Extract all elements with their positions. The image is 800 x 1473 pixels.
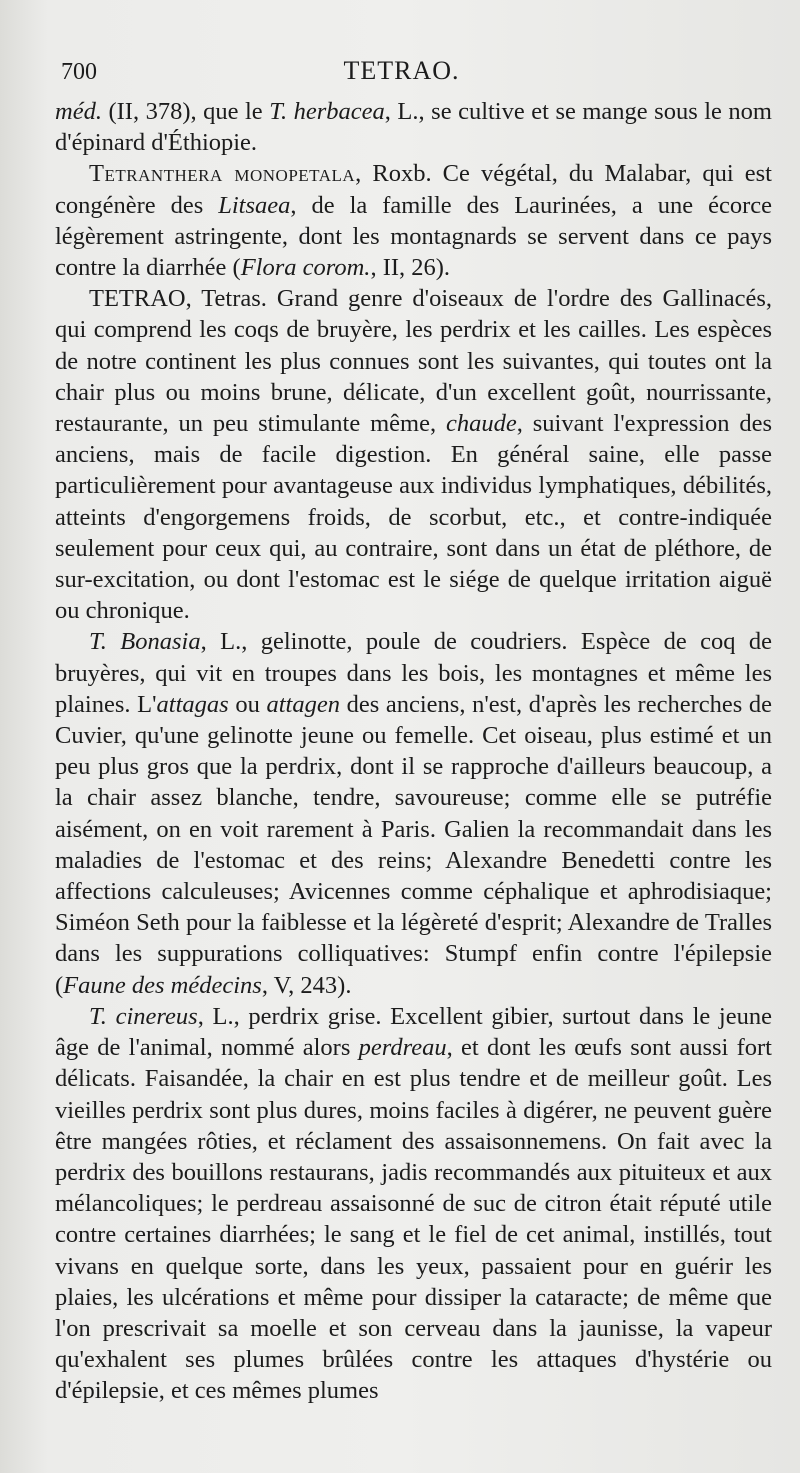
page-number: 700 bbox=[61, 59, 97, 85]
paragraph-p3 bbox=[55, 626, 772, 1000]
page-header bbox=[61, 56, 772, 96]
text-run: des anciens, n'est, d'après les recherches de Cuvier, qu'une gelinotte jeune ou femelle. Cet oiseau, plus estimé et un peu plus gros que la perdrix, dont il se rapproche d'ailleurs beaucoup, a la chair assez blanche, tendre, savoureuse; comme elle se putréfie aisément, on en voit rarement à Paris. Galien la recommandait dans les maladies de l'estomac et des reins; Alexandre Benedetti contre les affections calculeuses; Avicennes comme céphalique et aphrodisiaque; Siméon Seth pour la faiblesse et la légèreté d'esprit; Alexandre de Tralles dans les suppurations colliquatives: Stumpf enfin contre l'épilepsie ( bbox=[55, 690, 773, 999]
text-run: T. cinereus bbox=[89, 1002, 198, 1030]
paragraph-p1 bbox=[55, 158, 772, 283]
text-run: , suivant l'expression des anciens, mais de facile digestion. En général saine, elle passe particulièrement pour avantageuse aux individus lymphatiques, débilités, atteints d'engorgemens froids, de scorbut, etc., et contre-indiquée seulement pour ceux qui, au contraire, sont dans un état de pléthore, de sur-excitation, ou dont l'estomac est le siége de quelque irritation aiguë ou chronique. bbox=[55, 410, 772, 625]
text-run: TETRAO, Tetras. Grand genre d'oiseaux de l'ordre des Gallinacés, qui comprend les coqs de bruyère, les perdrix et les cailles. Les espèces de notre continent les plus connues sont les suivantes, qui toutes ont la chair plus ou moins brune, délicate, d'un excellent goût, nourrissante, restaurante, un peu stimulante même, bbox=[55, 285, 772, 438]
text-run: Flora corom. bbox=[240, 254, 371, 282]
text-run: , II, 26). bbox=[370, 254, 451, 282]
text-run: méd. bbox=[55, 98, 102, 125]
text-run: , de la famille des Laurinées, a une écorce légèrement astringente, dont les montagnards se servent dans ce pays contre la diarrhée ( bbox=[55, 191, 772, 282]
text-run: , L., gelinotte, poule de coudriers. Espèce de coq de bruyères, qui vit en troupes dans les bois, les montagnes et même les plaines. L' bbox=[55, 628, 772, 718]
text-run: , Roxb. Ce végétal, du Malabar, qui est congénère des bbox=[55, 160, 772, 219]
paragraph-p4 bbox=[55, 1001, 772, 1407]
text-run: , L., se cultive et se mange sous le nom d'épinard d'Éthiopie. bbox=[55, 98, 772, 157]
text-run: ou bbox=[228, 690, 267, 718]
paragraph-p2 bbox=[55, 283, 772, 626]
text-run: , et dont les œufs sont aussi fort délicats. Faisandée, la chair en est plus tendre et de meilleur goût. Les vieilles perdrix sont plus dures, moins faciles à digérer, ne peuvent guère être mangées rôties, et réclament des assaisonnemens. On fait avec la perdrix des bouillons restaurans, jadis recommandés aux pituiteux et aux mélancoliques; le perdreau assaisonné de suc de citron était réputé utile contre certaines diarrhées; le sang et le fiel de cet animal, instillés, tout vivans en quelque sorte, dans les yeux, passaient pour en guérir les plaies, les ulcérations et même pour dissiper la cataracte; de même que l'on prescrivait sa moelle et son cerveau dans la jaunisse, la vapeur qu'exhalent ses plumes brûlées contre les attaques d'hystérie ou d'épilepsie, et ces mêmes plumes bbox=[55, 1034, 772, 1405]
text-run: perdreau bbox=[358, 1034, 447, 1062]
text-run: Tetranthera monopetala bbox=[89, 160, 356, 188]
text-run: , V, 243). bbox=[261, 971, 352, 999]
text-run: Faune des médecins bbox=[63, 971, 262, 999]
text-run: Litsaea bbox=[218, 191, 291, 219]
text-run: attagas bbox=[156, 690, 229, 718]
text-run: , L., perdrix grise. Excellent gibier, surtout dans le jeune âge de l'animal, nommé alors bbox=[55, 1002, 772, 1062]
text-run: T. Bonasia bbox=[89, 628, 201, 656]
running-title: TETRAO. bbox=[343, 56, 460, 85]
page-body bbox=[55, 96, 772, 1407]
text-run: chaude bbox=[446, 410, 517, 438]
text-run: T. herbacea bbox=[269, 98, 385, 125]
paragraph-p0 bbox=[55, 96, 772, 158]
text-run: (II, 378), que le bbox=[101, 98, 270, 125]
text-run: attagen bbox=[266, 690, 340, 718]
